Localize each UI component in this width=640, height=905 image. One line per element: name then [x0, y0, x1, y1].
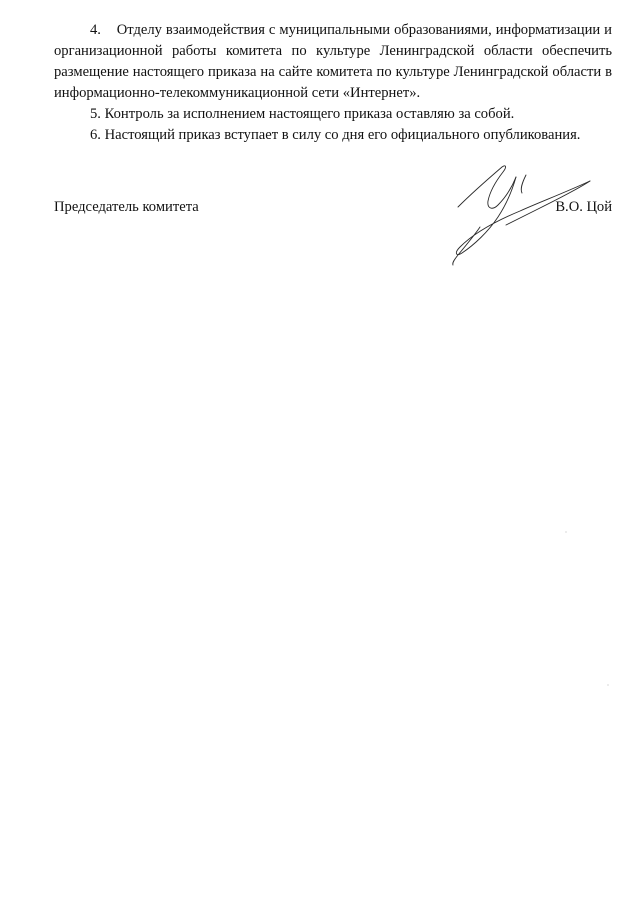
paragraph-text: Контроль за исполнением настоящего приказа оставляю за собой.: [104, 106, 515, 122]
signatory-name: В.О. Цой: [555, 199, 612, 215]
paragraph-number: 5.: [90, 106, 101, 122]
paragraph-text: Настоящий приказ вступает в силу со дня его официального опубликования.: [104, 127, 581, 143]
signatory-position: Председатель комитета: [54, 199, 199, 215]
paragraph-number: 6.: [90, 127, 101, 143]
paragraph-text: Отделу взаимодействия с муниципальными образованиями, информатизации и организационной работы комитета по культуре Ленинградской области обеспечить размещение настоящего приказа на сайте комитета по культуре Ленинградской области в информационно-телекоммуникационной сети «Интернет».: [54, 22, 612, 101]
paragraph-number: 4.: [90, 22, 101, 38]
